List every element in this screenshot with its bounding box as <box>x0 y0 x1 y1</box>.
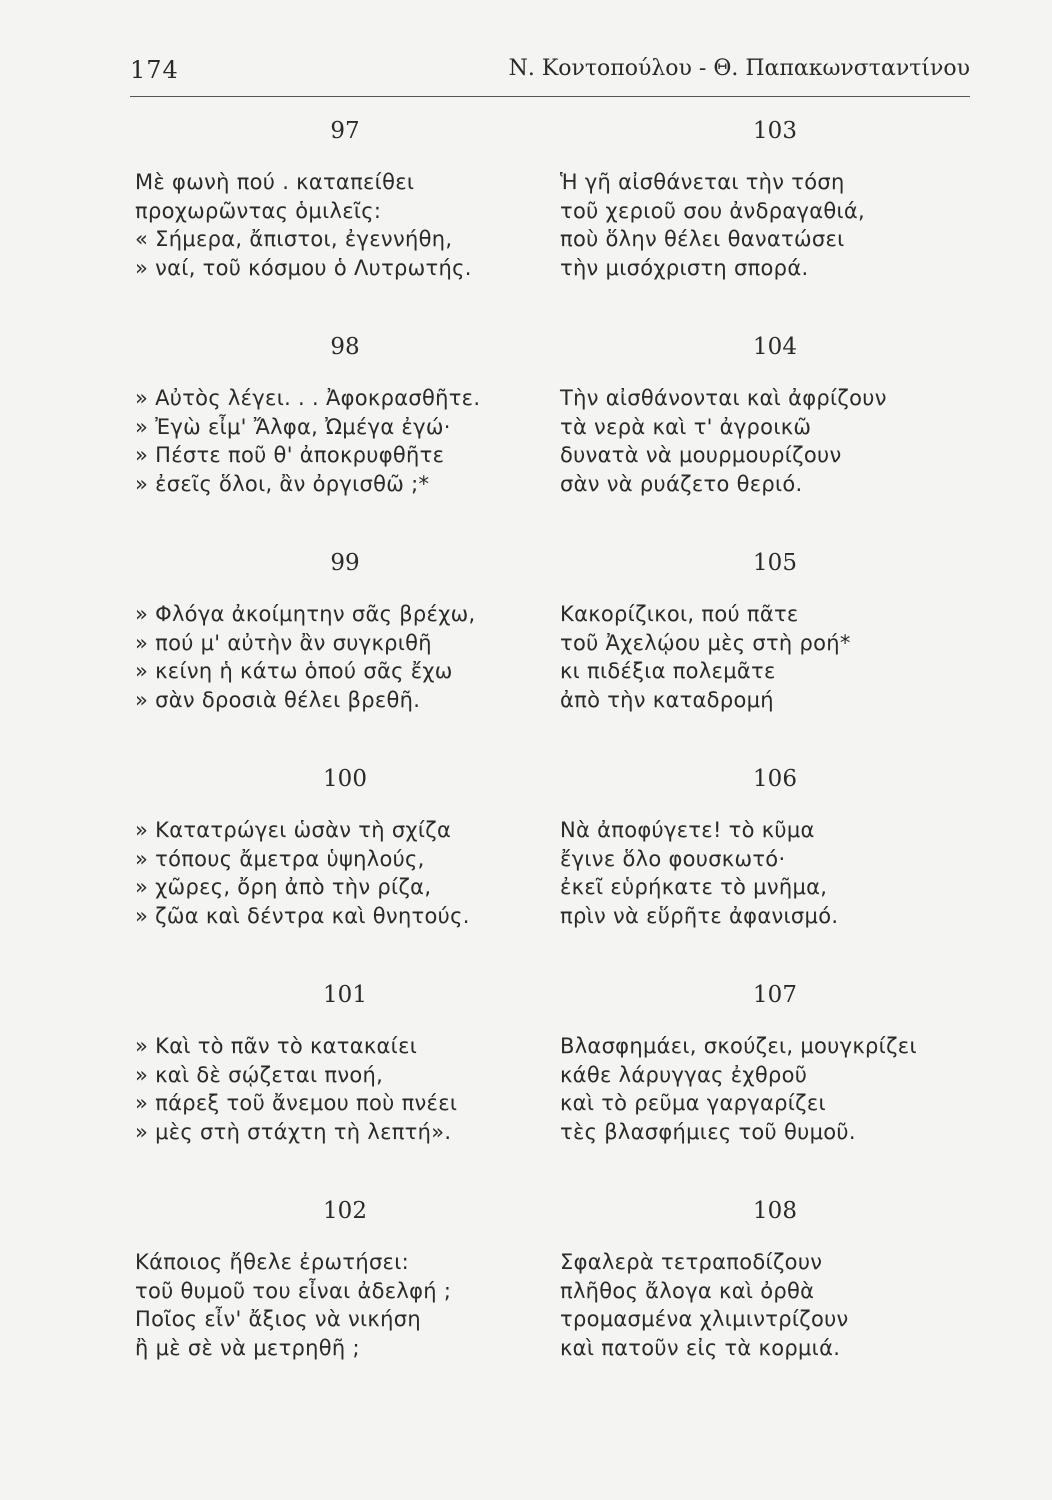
stanza-number: 101 <box>323 982 367 1008</box>
page-number: 174 <box>130 56 179 84</box>
verse-line: » χῶρες, ὄρη ἀπὸ τὴν ρίζα, <box>135 875 432 899</box>
verse-line: » καὶ δὲ σῴζεται πνοή, <box>135 1062 384 1087</box>
stanza-number: 104 <box>753 334 797 360</box>
verse-line: » πάρεξ τοῦ ἄνεμου ποὺ πνέει <box>135 1091 458 1115</box>
stanza-number: 99 <box>330 550 360 576</box>
verse-line: » Αὐτὸς λέγει. . . Ἀφοκρασθῆτε. <box>135 386 481 410</box>
stanza <box>560 116 990 282</box>
verse-line: » μὲς στὴ στάχτη τὴ λεπτή». <box>135 1119 452 1144</box>
stanza <box>560 980 990 1146</box>
verse-line: Ἡ γῆ αἰσθάνεται τὴν τόση <box>560 170 845 194</box>
verse-line: » σὰν δροσιὰ θέλει βρεθῆ. <box>135 687 421 712</box>
verse-line: » Καὶ τὸ πᾶν τὸ κατακαίει <box>135 1034 418 1058</box>
verse-line: Κακορίζικοι, πού πᾶτε <box>560 602 799 626</box>
stanza-lines <box>560 1248 990 1362</box>
verse-line: » Φλόγα ἀκοίμητην σᾶς βρέχω, <box>135 602 476 626</box>
stanza-lines <box>135 168 555 282</box>
stanza-number: 107 <box>753 982 797 1008</box>
verse-line: » τόπους ἄμετρα ὑψηλούς, <box>135 846 425 871</box>
verse-line: τοῦ Ἀχελῴου μὲς στὴ ροή* <box>560 630 851 655</box>
verse-line: δυνατὰ νὰ μουρμουρίζουν <box>560 443 842 467</box>
stanza-lines <box>135 1248 555 1362</box>
verse-line: » ζῶα καὶ δέντρα καὶ θνητούς. <box>135 903 470 928</box>
verse-line: Κάποιος ἤθελε ἐρωτήσει: <box>135 1250 409 1274</box>
stanza-lines <box>135 600 555 714</box>
stanza <box>135 116 555 282</box>
stanza <box>135 980 555 1146</box>
verse-line: Τὴν αἰσθάνονται καὶ ἀφρίζουν <box>560 386 887 410</box>
verse-line: » ναί, τοῦ κόσμου ὁ Λυτρωτής. <box>135 255 472 280</box>
verse-line: Μὲ φωνὴ πού . καταπείθει <box>135 170 415 194</box>
verse-line: καὶ τὸ ρεῦμα γαργαρίζει <box>560 1091 826 1115</box>
verse-line: Νὰ ἀποφύγετε! τὸ κῦμα <box>560 818 815 842</box>
verse-line: » Ἐγὼ εἶμ' Ἄλφα, Ὠμέγα ἐγώ· <box>135 414 451 439</box>
stanza <box>560 1196 990 1362</box>
stanza-number: 97 <box>330 118 360 144</box>
running-head: Ν. Κοντοπούλου - Θ. Παπακωνσταντίνου <box>508 56 970 81</box>
verse-line: τοῦ θυμοῦ του εἶναι ἀδελφή ; <box>135 1278 452 1303</box>
verse-line: πλῆθος ἄλογα καὶ ὀρθὰ <box>560 1278 815 1303</box>
stanza-lines <box>135 1032 555 1146</box>
verse-line: » πού μ' αὐτὴν ἂν συγκριθῆ <box>135 630 432 655</box>
verse-line: τρομασμένα χλιμιντρίζουν <box>560 1307 849 1331</box>
stanza <box>560 332 990 498</box>
stanza-number: 106 <box>753 766 797 792</box>
verse-line: Ποῖος εἶν' ἄξιος νὰ νικήση <box>135 1307 421 1331</box>
verse-line: ἔγινε ὅλο φουσκωτό· <box>560 846 786 871</box>
stanza-lines <box>560 816 990 930</box>
stanza-lines <box>560 600 990 714</box>
verse-line: ἀπὸ τὴν καταδρομή <box>560 687 774 712</box>
stanza-lines <box>560 1032 990 1146</box>
verse-line: τὰ νερὰ καὶ τ' ἀγροικῶ <box>560 414 812 439</box>
verse-line: Βλασφημάει, σκούζει, μουγκρίζει <box>560 1034 917 1058</box>
header-rule <box>130 96 970 97</box>
verse-line: τὴν μισόχριστη σπορά. <box>560 255 809 280</box>
verse-line: τὲς βλασφήμιες τοῦ θυμοῦ. <box>560 1119 856 1144</box>
verse-line: τοῦ χεριοῦ σου ἀνδραγαθιά, <box>560 198 866 223</box>
verse-line: » ἐσεῖς ὅλοι, ἂν ὀργισθῶ ;* <box>135 471 430 496</box>
verse-line: ἢ μὲ σὲ νὰ μετρηθῆ ; <box>135 1335 360 1360</box>
verse-line: » Κατατρώγει ὡσὰν τὴ σχίζα <box>135 818 452 842</box>
stanza-number: 98 <box>330 334 360 360</box>
verse-line: κι πιδέξια πολεμᾶτε <box>560 659 776 683</box>
page-header <box>130 56 970 96</box>
stanza <box>135 764 555 930</box>
stanza-lines <box>135 816 555 930</box>
stanza-number: 108 <box>753 1198 797 1224</box>
stanza <box>135 548 555 714</box>
stanza-number: 105 <box>753 550 797 576</box>
verse-line: κάθε λάρυγγας ἐχθροῦ <box>560 1062 808 1087</box>
stanza <box>135 1196 555 1362</box>
stanza <box>135 332 555 498</box>
stanza <box>560 548 990 714</box>
stanza-lines <box>135 384 555 498</box>
stanza-lines <box>560 168 990 282</box>
verse-line: πρὶν νὰ εὕρῆτε ἀφανισμό. <box>560 903 839 928</box>
verse-line: » κείνη ἡ κάτω ὁπού σᾶς ἔχω <box>135 659 453 683</box>
verse-line: » Πέστε ποῦ θ' ἀποκρυφθῆτε <box>135 443 445 467</box>
stanza <box>560 764 990 930</box>
verse-line: καὶ πατοῦν εἰς τὰ κορμιά. <box>560 1335 841 1360</box>
stanza-number: 102 <box>323 1198 367 1224</box>
verse-line: σὰν νὰ ρυάζετο θεριό. <box>560 471 803 496</box>
verse-line: ποὺ ὅλην θέλει θανατώσει <box>560 227 845 251</box>
verse-line: ἐκεῖ εὑρήκατε τὸ μνῆμα, <box>560 875 828 899</box>
stanza-number: 100 <box>323 766 367 792</box>
verse-line: Σφαλερὰ τετραποδίζουν <box>560 1250 823 1274</box>
verse-line: προχωρῶντας ὁμιλεῖς: <box>135 198 382 223</box>
verse-line: « Σήμερα, ἄπιστοι, ἐγεννήθη, <box>135 227 453 251</box>
stanza-number: 103 <box>753 118 797 144</box>
stanza-lines <box>560 384 990 498</box>
